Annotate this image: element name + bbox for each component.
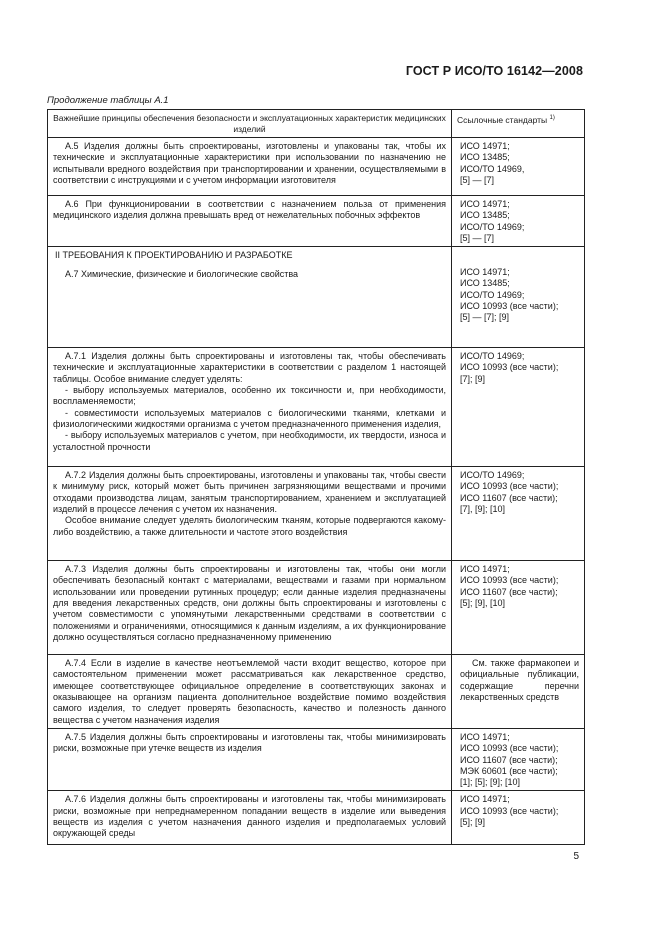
references-cell: ИСО 14971; ИСО 10993 (все части); [5]; [9] bbox=[452, 791, 585, 845]
references-cell: ИСО/ТО 14969; ИСО 10993 (все части); [7]; [9] bbox=[452, 348, 585, 467]
requirement-cell: А.5 Изделия должны быть спроектированы, изготовлены и упакованы так, чтобы их технические и эксплуатационные характеристики при использовании по назначению не испытывали вредного воздействия при транспортировании и хранении, осуществляемыми в соответствии с инструкциями и с учетом информации изготовителя bbox=[48, 138, 452, 196]
table-row bbox=[48, 348, 585, 467]
requirement-cell: А.7.6 Изделия должны быть спроектированы и изготовлены так, чтобы минимизировать риски, возможные при непреднамеренном попадании веществ в изделие или выведения веществ из изделия с учетом назначения данного изделия и предполагаемых условий окружающей среды bbox=[48, 791, 452, 845]
references-cell: ИСО 14971; ИСО 10993 (все части); ИСО 11607 (все части); [5]; [9], [10] bbox=[452, 561, 585, 655]
requirement-cell: А.7.2 Изделия должны быть спроектированы, изготовлены и упакованы так, чтобы свести к минимуму риск, который может быть причинен загрязняющими веществами и прочими отходами производства лицам, занятым транспортированием, хранением и эксплуатацией изделий в процессе лечения с учетом их назначения. Особое внимание следует уделять биологическим тканям, которые подвергаются какому-либо воздействию, а также длительности и частоте этого воздействия bbox=[48, 467, 452, 561]
references-cell: ИСО/ТО 14969; ИСО 10993 (все части); ИСО 11607 (все части); [7], [9]; [10] bbox=[452, 467, 585, 561]
principles-table bbox=[47, 109, 585, 845]
references-cell: ИСО 14971; ИСО 13485; ИСО/ТО 14969; [5] — [7] bbox=[452, 196, 585, 247]
requirement-cell: А.6 При функционировании в соответствии с назначением польза от применения медицинского изделия должна превышать вред от нежелательных побочных эффектов bbox=[48, 196, 452, 247]
references-cell: ИСО 14971; ИСО 13485; ИСО/ТО 14969; ИСО 10993 (все части); [5] — [7]; [9] bbox=[452, 247, 585, 348]
requirement-cell: А.7.5 Изделия должны быть спроектированы и изготовлены так, чтобы минимизировать риски, возможные при утечке веществ из изделия bbox=[48, 728, 452, 790]
requirement-cell: А.7.4 Если в изделие в качестве неотъемлемой части входит вещество, которое при самостоятельном применении может рассматриваться как лекарственное средство, имеющее соответствующее официальное определение в соответствующих законах и оказывающее на организм пациента дополнительное воздействие помимо воздействия самого изделия, то следует проверять безопасность, качество и полезность данного вещества с учетом назначения изделия bbox=[48, 655, 452, 729]
references-cell: ИСО 14971; ИСО 10993 (все части); ИСО 11607 (все части); МЭК 60601 (все части); [1]; [5]; [9]; [10] bbox=[452, 728, 585, 790]
section-title: II ТРЕБОВАНИЯ К ПРОЕКТИРОВАНИЮ И РАЗРАБОТКЕ bbox=[55, 250, 293, 261]
references-note: См. также фармакопеи и официальные публикации, содержащие перечни лекарственных средств bbox=[460, 658, 579, 703]
table-row bbox=[48, 791, 585, 845]
table-row bbox=[48, 138, 585, 196]
references-cell: ИСО 14971; ИСО 13485; ИСО/ТО 14969, [5] — [7] bbox=[452, 138, 585, 196]
table-row bbox=[48, 728, 585, 790]
col-header-principles: Важнейшие принципы обеспечения безопасности и эксплуатационных характеристик медицинских изделий bbox=[48, 110, 452, 138]
table-row bbox=[48, 467, 585, 561]
standard-title: ГОСТ Р ИСО/ТО 16142—2008 bbox=[405, 64, 583, 78]
table-row bbox=[48, 196, 585, 247]
requirement-cell: А.7.3 Изделия должны быть спроектированы и изготовлены так, чтобы они могли обеспечивать безопасный контакт с материалами, веществами и газами при нормальном использовании или проведении рутинных процедур; если данные изделия предназначены для введения лекарственных средств, они должны быть спроектированы и изготовлены с учетом совместимости с упомянутыми лекарственными средствами в соответствии с положениями и ограничениями, относящимися к данным изделиям, а их функционирование должно осуществляться согласно предназначенному применению bbox=[48, 561, 452, 655]
page-number: 5 bbox=[573, 851, 579, 862]
footnote-marker: 1) bbox=[549, 115, 555, 121]
table-caption: Продолжение таблицы А.1 bbox=[47, 95, 169, 106]
requirement-cell: II ТРЕБОВАНИЯ К ПРОЕКТИРОВАНИЮ И РАЗРАБОТКЕ А.7 Химические, физические и биологические свойства bbox=[48, 247, 452, 348]
table-row bbox=[48, 247, 585, 348]
table-header-row bbox=[48, 110, 585, 138]
references-cell bbox=[452, 655, 585, 729]
col-header-references: Ссылочные стандарты $^{1)}$ bbox=[452, 110, 585, 138]
table-row bbox=[48, 561, 585, 655]
requirement-cell: А.7.1 Изделия должны быть спроектированы и изготовлены так, чтобы обеспечивать технические и эксплуатационные характеристики в соответствии с разделом 1 настоящей таблицы. Особое внимание следует уделять: - выбору используемых материалов, особенно их токсичности и, при необходимости, воспламеняемости; - совместимости используемых материалов с биологическими тканями, клетками и физиологическими жидкостями организма с учетом предназначенного применения изделия, - выбору используемых материалов с учетом, при необходимости, их твердости, износа и усталостной прочности bbox=[48, 348, 452, 467]
table-row bbox=[48, 655, 585, 729]
